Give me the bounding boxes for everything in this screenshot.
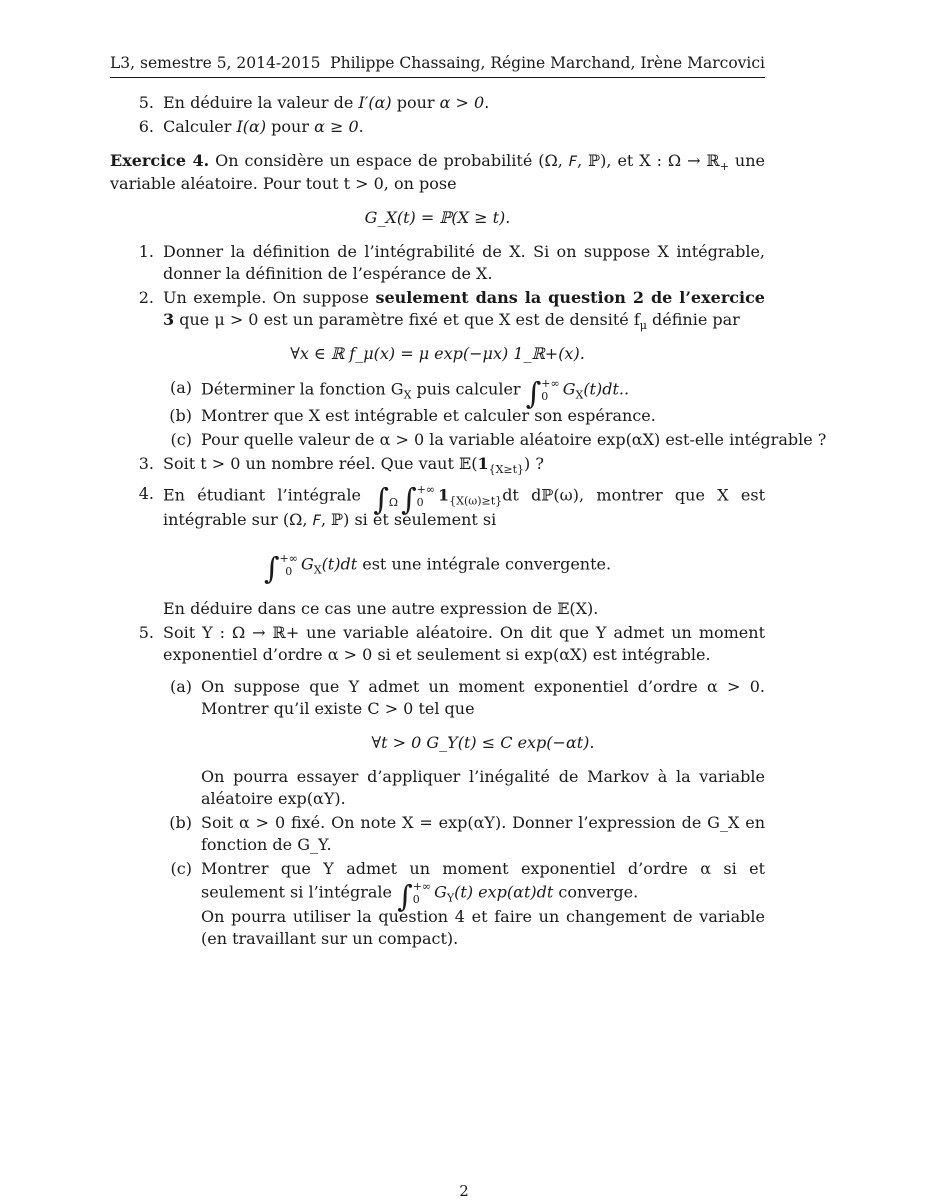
exercise-intro: Exercice 4. On considère un espace de probabilité (Ω, F, ℙ), et X : Ω → ℝ$_+$ une variable aléatoire. Pour tout t > 0, on pose — [110, 151, 765, 193]
list-item: 6. Calculer I(α) pour α ≥ 0. — [138, 117, 364, 136]
list-item: 5. En déduire la valeur de I′(α) pour α > 0. — [138, 93, 490, 112]
question-5b: (b) Soit α > 0 fixé. On note X = exp(αY). Donner l’expression de G_X en fonction de G_Y. — [169, 813, 765, 854]
page-number: 2 — [459, 1182, 469, 1200]
running-header — [110, 52, 765, 78]
display-equation: ∀x ∈ ℝ f_μ(x) = μ exp(−μx) 1_ℝ+(x). — [290, 344, 585, 363]
question-5: 5. Soit Y : Ω → ℝ+ une variable aléatoire. On dit que Y admet un moment exponentiel d’ordre α > 0 si et seulement si exp(αX) est intégrable. — [138, 623, 765, 664]
question-1: 1. Donner la définition de l’intégrabilité de X. Si on suppose X intégrable, donner la définition de l’espérance de X. — [138, 242, 765, 283]
display-equation: G_X(t) = ℙ(X ≥ t). — [364, 208, 511, 227]
question-2b: (b) Montrer que X est intégrable et calculer son espérance. — [169, 406, 656, 425]
question-2c: (c) Pour quelle valeur de α > 0 la variable aléatoire exp(αX) est-elle intégrable ? — [170, 430, 827, 449]
question-4: 4. En étudiant l’intégrale ∫ Ω ∫ +∞ 0 $1_{\{X(\omega)\ge t\}}dt$ dℙ(ω), montrer que X est intégrable sur (Ω, F, ℙ) si et seulement si — [138, 482, 765, 529]
question-2: 2. Un exemple. On suppose seulement dans la question 2 de l’exercice 3 que μ > 0 est un paramètre fixé et que X est de densité $f_\mu$ définie par — [138, 288, 765, 333]
question-5c: (c) Montrer que Y admet un moment exponentiel d’ordre α si et seulement si l’intégrale ∫ +∞ 0 $G_Y(t)$ exp(αt)dt converge. On pourra utiliser la question 4 et faire un changement de variable (en travaillant sur un compact). — [170, 859, 765, 948]
display-equation: ∫ +∞ 0 $G_X(t)dt$ est une intégrale convergente. — [263, 551, 612, 587]
question-2a: (a) Déterminer la fonction $G_X$ puis calculer ∫ +∞ 0 $G_X(t)dt$.. — [169, 376, 630, 412]
previous-items — [110, 92, 765, 138]
exercise-title: Exercice 4. — [110, 151, 210, 170]
display-equation: ∀t > 0 G_Y(t) ≤ C exp(−αt). — [371, 733, 595, 752]
header-course: L3, semestre 5, 2014-2015 — [110, 54, 321, 72]
page — [110, 52, 827, 950]
question-4-followup: En déduire dans ce cas une autre expression de 𝔼(X). — [163, 599, 599, 618]
question-3: 3. Soit t > 0 un nombre réel. Que vaut $𝔼(1_{\{X\ge t\}})$ ? — [138, 454, 544, 477]
question-5a: (a) On suppose que Y admet un moment exponentiel d’ordre α > 0. Montrer qu’il existe C > 0 tel que ∀t > 0 G_Y(t) ≤ C exp(−αt). On pourra essayer d’appliquer l’inégalité de Markov à la variable aléatoire exp(αY). — [169, 677, 765, 808]
header-authors: Philippe Chassaing, Régine Marchand, Irène Marcovici — [330, 54, 765, 72]
